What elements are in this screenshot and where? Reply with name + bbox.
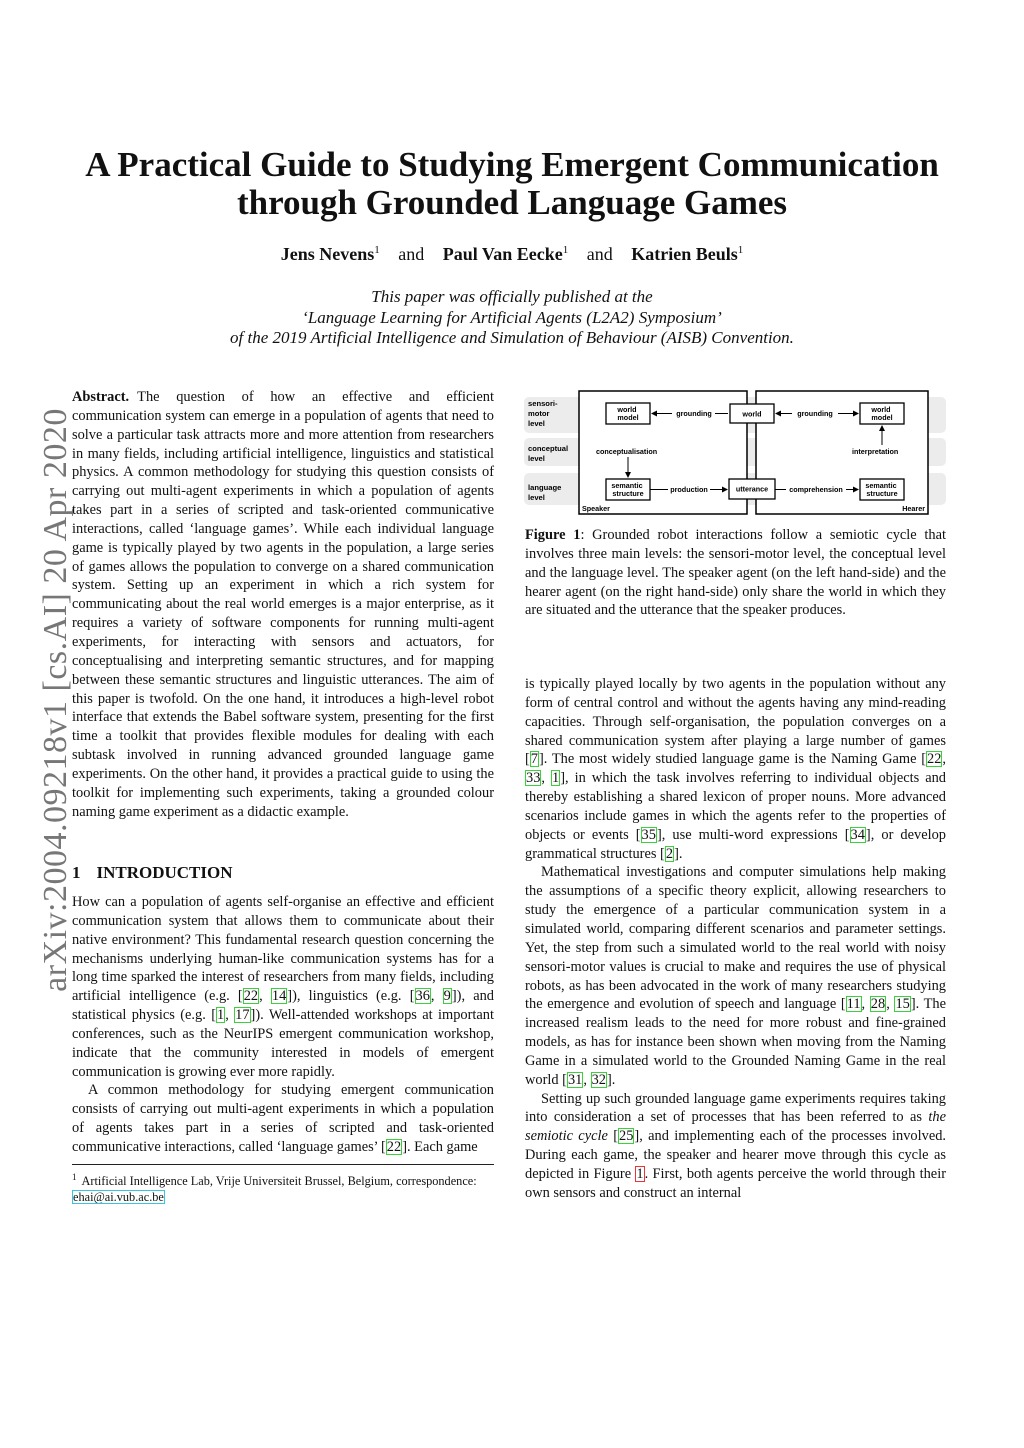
hearer-label: Hearer (902, 504, 925, 513)
figure-reference-link[interactable]: 1 (636, 1165, 644, 1182)
world-label: world (742, 409, 762, 419)
publication-note (60, 287, 964, 349)
grounding-label-speaker: grounding (676, 409, 712, 418)
citation-link[interactable]: 9 (443, 988, 451, 1005)
section-heading-introduction (72, 863, 233, 883)
text-run: A common methodology for studying emergent communication consists of carrying out multi-agent experiments in which a population of agents takes part in a series of scripted and task-oriented communicative interactions, called ‘language games’ [ (72, 1082, 494, 1155)
semiotic-cycle-diagram (524, 390, 948, 516)
citation-link[interactable]: 17 (235, 1007, 250, 1024)
author-list (60, 244, 964, 265)
conceptualisation-label: conceptualisation (596, 447, 658, 456)
citation-link[interactable]: 14 (271, 988, 287, 1005)
text-run: ]). Well-attended workshops at important conferences, such as the NeurIPS emergent communication workshop, indicate that the community interested in models of emergent communication is growing ever more rapidly. (72, 1007, 494, 1080)
publication-note-line: of the 2019 Artificial Intelligence and Simulation of Behaviour (AISB) Convention. (230, 328, 794, 347)
footnote-mark: 1 (72, 1172, 77, 1182)
citation-link[interactable]: 11 (846, 996, 861, 1013)
text-run: ]. Each game (402, 1138, 478, 1155)
utterance-label: utterance (735, 484, 769, 494)
text-run: , (430, 988, 443, 1005)
publication-note-line: ‘Language Learning for Artificial Agents (L2A2) Symposium’ (302, 307, 722, 327)
text-run: Setting up such grounded language game experiments requires taking into consideration a set of processes that has been referred to as (525, 1090, 946, 1126)
level-label-language: language level (528, 483, 562, 502)
email-link[interactable]: ehai@ai.vub.ac.be (73, 1189, 164, 1204)
citation-link[interactable]: 15 (895, 996, 910, 1013)
text-run: Mathematical investigations and computer simulations help making the assumptions of a specific theory explicit, allowing researchers to study the emergence of a particular communication system in a simulated world, comparing different scenarios and parameter settings. Yet, the step from such a simulated world to the real world with noisy sensori-motor values is crucial to make and requires the use of physical robots, as has been advocated in the work of many researchers studying the emergence and evolution of speech and language [ (525, 864, 946, 1013)
citation-link[interactable]: 33 (526, 770, 541, 787)
figure-semiotic-cycle (524, 390, 948, 516)
author-separator: and (398, 244, 425, 264)
text-run: [ (607, 1128, 619, 1145)
paragraph (72, 893, 494, 1081)
citation-link[interactable]: 36 (415, 988, 430, 1005)
speaker-semantic-structure-label: semantic structure (611, 481, 644, 498)
citation-link[interactable]: 22 (386, 1138, 402, 1155)
citation-link[interactable]: 22 (243, 988, 259, 1005)
text-run: , (259, 988, 271, 1005)
citation-link[interactable]: 1 (552, 770, 560, 787)
text-run: ]. The increased realism leads to the need for more robust and fine-grained models, as has for instance been shown when moving from the Naming Game in a simulated world to the Grounded Naming Game in the real world [ (525, 996, 947, 1088)
author-name: Jens Nevens (280, 244, 375, 264)
citation-link[interactable]: 28 (870, 996, 886, 1013)
author-affiliation-mark: 1 (562, 244, 569, 256)
text-run: , (886, 996, 895, 1013)
text-run: , (861, 996, 870, 1013)
citation-link[interactable]: 35 (641, 826, 656, 843)
section-title: INTRODUCTION (96, 863, 233, 882)
abstract-text: The question of how an effective and efficient communication system can emerge in a population of agents that need to solve a particular task attracts more and more attention from researchers in many fields, including artificial intelligence, linguistics and statistical physics. A common methodology for studying this question consists of carrying out multi-agent experiments in which a population of agents takes part in a series of scripted and task-oriented communicative interactions, called ‘language games’. While each individual language game is typically played by two agents in the population, a large series of games allows the population to converge on a shared communication system. Setting up an experiment in which a rich system for communicating about the real world emerges is a major enterprise, as it requires a variety of software components for running multi-agent experiments, for interacting with sensors and actuators, for conceptualising and interpreting semantic structures, and for mapping between these semantic structures and linguistic utterances. The aim of this paper is twofold. On the one hand, it introduces a high-level robot interface that extends the Babel software system, presenting for the first time a toolkit that provides flexible modules for dealing with each subtask involved in running advanced grounded language game experiments. On the other hand, it provides a practical guide to using the toolkit for implementing such experiments, taking a grounded colour naming game experiment as a didactic example. (72, 389, 494, 820)
citation-link[interactable]: 2 (665, 845, 674, 862)
citation-link[interactable]: 34 (850, 826, 865, 843)
right-column-body (525, 675, 946, 1203)
author-name: Katrien Beuls (631, 244, 738, 264)
text-run: , (541, 770, 551, 787)
interpretation-label: interpretation (852, 447, 899, 456)
text-run: ], and implementing each of the processes involved. During each game, the speaker and hearer move through this cycle as depicted in Figure (525, 1128, 946, 1182)
abstract-label: Abstract. (72, 389, 130, 405)
comprehension-label: comprehension (789, 485, 843, 494)
footnote (72, 1170, 494, 1205)
citation-link[interactable]: 7 (530, 751, 538, 768)
author-affiliation-mark: 1 (374, 244, 380, 256)
text-run: is typically played locally by two agents in the population without any form of central control and without the agents having any mind-reading capacities. Through self-organisation, the population converges on a shared communication system after playing a large number of games [ (525, 676, 946, 768)
title-line-1: A Practical Guide to Studying Emergent Communication (85, 145, 939, 184)
abstract (72, 388, 494, 821)
production-label: production (670, 485, 708, 494)
introduction-body (72, 893, 494, 1157)
citation-link[interactable]: 1 (216, 1007, 225, 1024)
speaker-label: Speaker (582, 504, 610, 513)
citation-link[interactable]: 22 (927, 751, 942, 768)
citation-link[interactable]: 32 (591, 1071, 606, 1088)
paragraph (525, 675, 946, 863)
paragraph (525, 1090, 946, 1203)
speaker-world-model-label: world model (617, 405, 639, 422)
text-run: ], in which the task involves referring to individual objects and thereby establishing a shared lexicon of proper nouns. More advanced scenarios include games in which the agents refer to the properties of objects or events [ (525, 770, 946, 843)
citation-link[interactable]: 25 (619, 1128, 634, 1145)
title-line-2: through Grounded Language Games (236, 183, 788, 222)
figure-caption (525, 526, 946, 620)
footnote-rule (72, 1164, 494, 1165)
text-run: ], use multi-word expressions [ (656, 826, 850, 843)
text-run: How can a population of agents self-organise an effective and efficient communication system that allows them to communicate about their native environment? This fundamental research question concerning the mechanisms underlying human-like communication systems has for a long time sparked the interest of researchers from many fields, including artificial intelligence (e.g. [ (72, 894, 494, 1005)
footnote-text: Artificial Intelligence Lab, Vrije Universiteit Brussel, Belgium, correspondence: (81, 1174, 477, 1189)
text-run: ]), linguistics (e.g. [ (287, 988, 415, 1005)
arxiv-identifier: arXiv:2004.09218v1 [cs.AI] 20 Apr 2020 (37, 408, 74, 992)
grounding-label-hearer: grounding (797, 409, 833, 418)
paragraph (525, 863, 946, 1089)
paper-title (60, 146, 964, 222)
caption-label: Figure 1 (525, 527, 581, 543)
paragraph (72, 1081, 494, 1156)
citation-link[interactable]: 31 (567, 1071, 583, 1088)
author-separator: and (586, 244, 613, 264)
caption-text: : Grounded robot interactions follow a semiotic cycle that involves three main levels: the sensori-motor level, the conceptual level and the language level. The speaker agent (on the left hand-side) and the hearer agent (on the right hand-side) only share the world in which they are situated and the utterance that the speaker produces. (525, 527, 946, 619)
publication-note-line: This paper was officially published at the (371, 287, 653, 306)
text-run: ]), and statistical physics (e.g. [ (72, 988, 494, 1024)
text-run: ], or develop grammatical structures [ (525, 826, 946, 862)
hearer-world-model-label: world model (871, 405, 893, 422)
level-label-conceptual: conceptual level (528, 444, 569, 463)
level-label-sensorimotor: sensori- motor level (528, 399, 558, 428)
text-run: ]. (674, 845, 683, 862)
text-run: ]. (606, 1071, 616, 1088)
hearer-semantic-structure-label: semantic structure (865, 481, 898, 498)
section-number: 1 (72, 863, 81, 882)
author-affiliation-mark: 1 (737, 244, 744, 256)
text-run-emphasis: the semiotic cycle (525, 1109, 946, 1145)
text-run: , (225, 1007, 235, 1024)
text-run: , (942, 751, 946, 768)
text-run: ]. The most widely studied language game is the Naming Game [ (539, 751, 926, 768)
text-run: , (583, 1071, 591, 1088)
text-run: . First, both agents perceive the world through their own sensors and construct an internal (525, 1165, 946, 1201)
author-name: Paul Van Eecke (442, 244, 563, 264)
